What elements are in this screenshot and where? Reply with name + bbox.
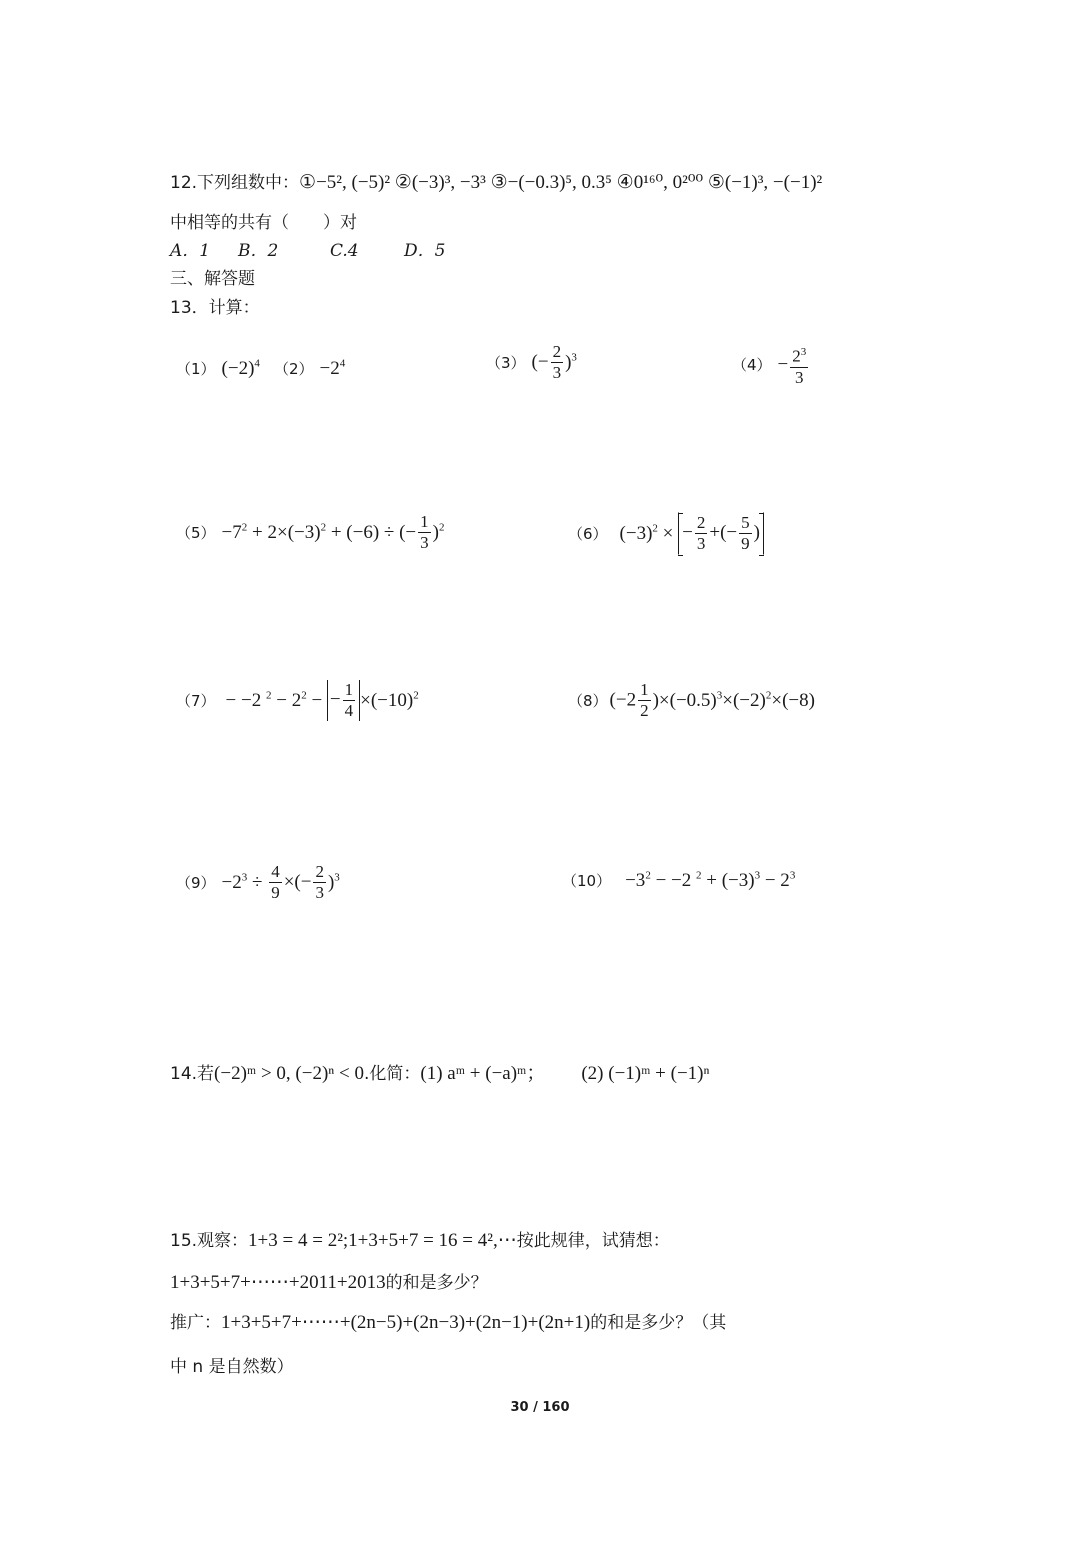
q15-line3-tail: 的和是多少？（其 <box>590 1313 727 1333</box>
q15-general-sum: 1+3+5+7+⋯⋯+(2n−5)+(2n−3)+(2n−1)+(2n+1) <box>221 1312 591 1333</box>
item-3-fraction: $\frac{2}{3}$ <box>552 342 562 382</box>
q12-line1 <box>170 170 822 195</box>
q13-item-7: （7） − −2 $^2 - 2^2$ − − $\frac{1}{4}$ $\times(-10)^2$ <box>176 680 419 720</box>
item-9-fraction-a: $\frac{4}{9}$ <box>271 862 280 902</box>
item-5-label: （5） <box>176 523 216 542</box>
q15-line1 <box>170 1228 670 1253</box>
q15-line4: 中 n 是自然数） <box>170 1357 294 1377</box>
q14-part2: (2) (−1)ᵐ + (−1)ⁿ <box>581 1063 710 1084</box>
q13-item-3: （3） (− $\frac{2}{3}$ )$^3$ <box>486 342 577 382</box>
q13-item-10: $(10) -3^2 - -2$ $^2 + (-3)^3 - 2^3$ <box>562 870 796 892</box>
item-4-label: （4） <box>732 355 772 374</box>
page-number: 30 / 160 <box>510 1400 570 1415</box>
q13-item-5: $(5) -7^2 + 2\times(-3)^2 + (-6)$ ÷ (− $\frac{1}{3}$ )$^2$ <box>176 512 445 552</box>
item-10-label: （10） <box>562 872 612 891</box>
q12-options <box>170 239 445 263</box>
item-8-fraction: $\frac{1}{2}$ <box>640 680 649 720</box>
q15-line2-tail: 的和是多少？ <box>385 1273 488 1293</box>
q13-item-8: （8） (−2 $\frac{1}{2}$ )$\times(-0.5)^3\times(-2)^2\times(-8)$ <box>568 680 815 720</box>
q14-mid: .化简： <box>364 1064 421 1084</box>
q15-obs-tail: 按此规律，试猜想： <box>516 1231 670 1251</box>
item-9-fraction-b: $\frac{2}{3}$ <box>315 862 324 902</box>
item-9-label: （9） <box>176 873 216 892</box>
item-6-label: （6） <box>568 524 608 543</box>
item-7-label: （7） <box>176 691 216 710</box>
item-2-label: （2） <box>273 360 314 379</box>
q15-prefix: 15.观察： <box>170 1231 249 1251</box>
option-b: B．2 <box>238 241 279 261</box>
option-a: A．1 <box>170 241 211 261</box>
q14-line <box>170 1061 709 1086</box>
q13-item-6: （6） $(-3)^2$ × − $\frac{2}{3}$ +(− $\frac{5}{9}$ ) <box>568 512 764 555</box>
option-d: D．5 <box>404 241 446 261</box>
item-3-label: （3） <box>486 353 526 372</box>
q14-condition: (−2)ᵐ > 0, (−2)ⁿ < 0 <box>214 1063 364 1084</box>
section-3-heading: 三、解答题 <box>170 269 255 289</box>
q13-item-9: $(9) -2^3$ ÷ $\frac{4}{9}$ ×(− $\frac{2}{3}$ )$^3$ <box>176 862 340 902</box>
q15-line3 <box>170 1310 726 1335</box>
q15-line2 <box>170 1270 488 1295</box>
q12-prefix: 12.下列组数中： <box>170 173 300 193</box>
q13-item-4: （4） − $\frac{2^3}{3}$ <box>732 342 810 388</box>
item-2-expr: $-2^4$ <box>319 358 346 380</box>
item-1-label: （1） <box>176 360 216 379</box>
item-6-bracket: − $\frac{2}{3}$ +(− $\frac{5}{9}$ ) <box>678 512 764 555</box>
q14-prefix: 14.若 <box>170 1064 215 1084</box>
q13-item-1-2 <box>176 352 345 381</box>
q12-math: ①−5², (−5)² ②(−3)³, −3³ ③−(−0.3)⁵, 0.3⁵ ④0¹⁶⁰, 0²⁰⁰ ⑤(−1)³, −(−1)² <box>299 172 823 193</box>
q15-sum: 1+3+5+7+⋯⋯+2011+2013 <box>170 1272 386 1293</box>
item-5-fraction: $\frac{1}{3}$ <box>420 512 429 552</box>
item-1-expr: $(-2)^4$ <box>221 358 260 380</box>
item-8-label: （8） <box>568 691 608 710</box>
item-4-fraction: $\frac{2^3}{3}$ <box>790 342 808 388</box>
q12-line2: 中相等的共有（ ）对 <box>170 213 357 233</box>
option-c: C.4 <box>330 241 359 261</box>
item-7-absolute: − $\frac{1}{4}$ <box>327 680 360 721</box>
q15-observation: 1+3 = 4 = 2²;1+3+5+7 = 16 = 4²,⋯ <box>248 1230 517 1251</box>
q14-part1: (1) aᵐ + (−a)ᵐ； <box>420 1063 546 1084</box>
q15-line3-prefix: 推广： <box>170 1313 221 1333</box>
q13-title: 13．计算： <box>170 298 260 318</box>
